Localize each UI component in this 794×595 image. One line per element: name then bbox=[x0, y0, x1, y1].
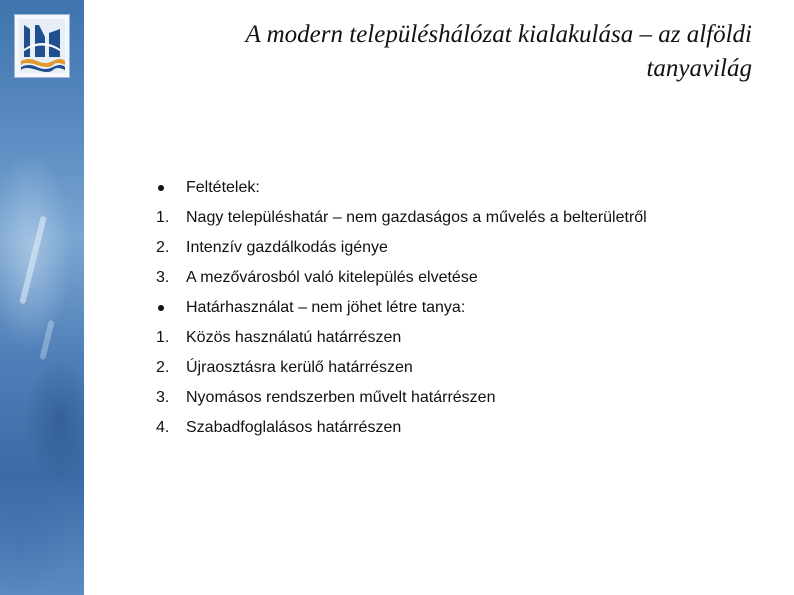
slide-content bbox=[156, 178, 676, 448]
list-item-text: Közös használatú határrészen bbox=[186, 329, 402, 346]
list-item-text: Intenzív gazdálkodás igénye bbox=[186, 239, 388, 256]
list-item bbox=[156, 328, 676, 348]
list-item bbox=[156, 388, 676, 408]
list-item bbox=[156, 208, 676, 228]
list-item bbox=[156, 178, 676, 198]
list-number: 2. bbox=[156, 359, 170, 376]
list-item-text: Szabadfoglalásos határrészen bbox=[186, 419, 402, 436]
list-item-text: A mezővárosból való kitelepülés elvetése bbox=[186, 269, 478, 286]
list-item bbox=[156, 268, 676, 288]
logo-icon bbox=[14, 14, 70, 78]
list-item-text: Nyomásos rendszerben művelt határrészen bbox=[186, 389, 496, 406]
list-item bbox=[156, 418, 676, 438]
list-item bbox=[156, 298, 676, 318]
list-number: 1. bbox=[156, 329, 170, 346]
list-item-text: Nagy településhatár – nem gazdaságos a művelés a belterületről bbox=[186, 209, 647, 226]
list-number: 1. bbox=[156, 209, 170, 226]
list-number: 2. bbox=[156, 239, 170, 256]
list-item-text: Feltételek: bbox=[186, 179, 260, 196]
list-item-text: Újraosztásra kerülő határrészen bbox=[186, 359, 413, 376]
side-decorative-panel bbox=[0, 0, 84, 595]
list-item-text: Határhasználat – nem jöhet létre tanya: bbox=[186, 299, 466, 316]
list-number: 4. bbox=[156, 419, 170, 436]
list-item bbox=[156, 358, 676, 378]
list-number: 3. bbox=[156, 269, 170, 286]
list-item bbox=[156, 238, 676, 258]
list-number: 3. bbox=[156, 389, 170, 406]
slide-title: A modern településhálózat kialakulása – az alföldi tanyavilág bbox=[245, 21, 752, 82]
